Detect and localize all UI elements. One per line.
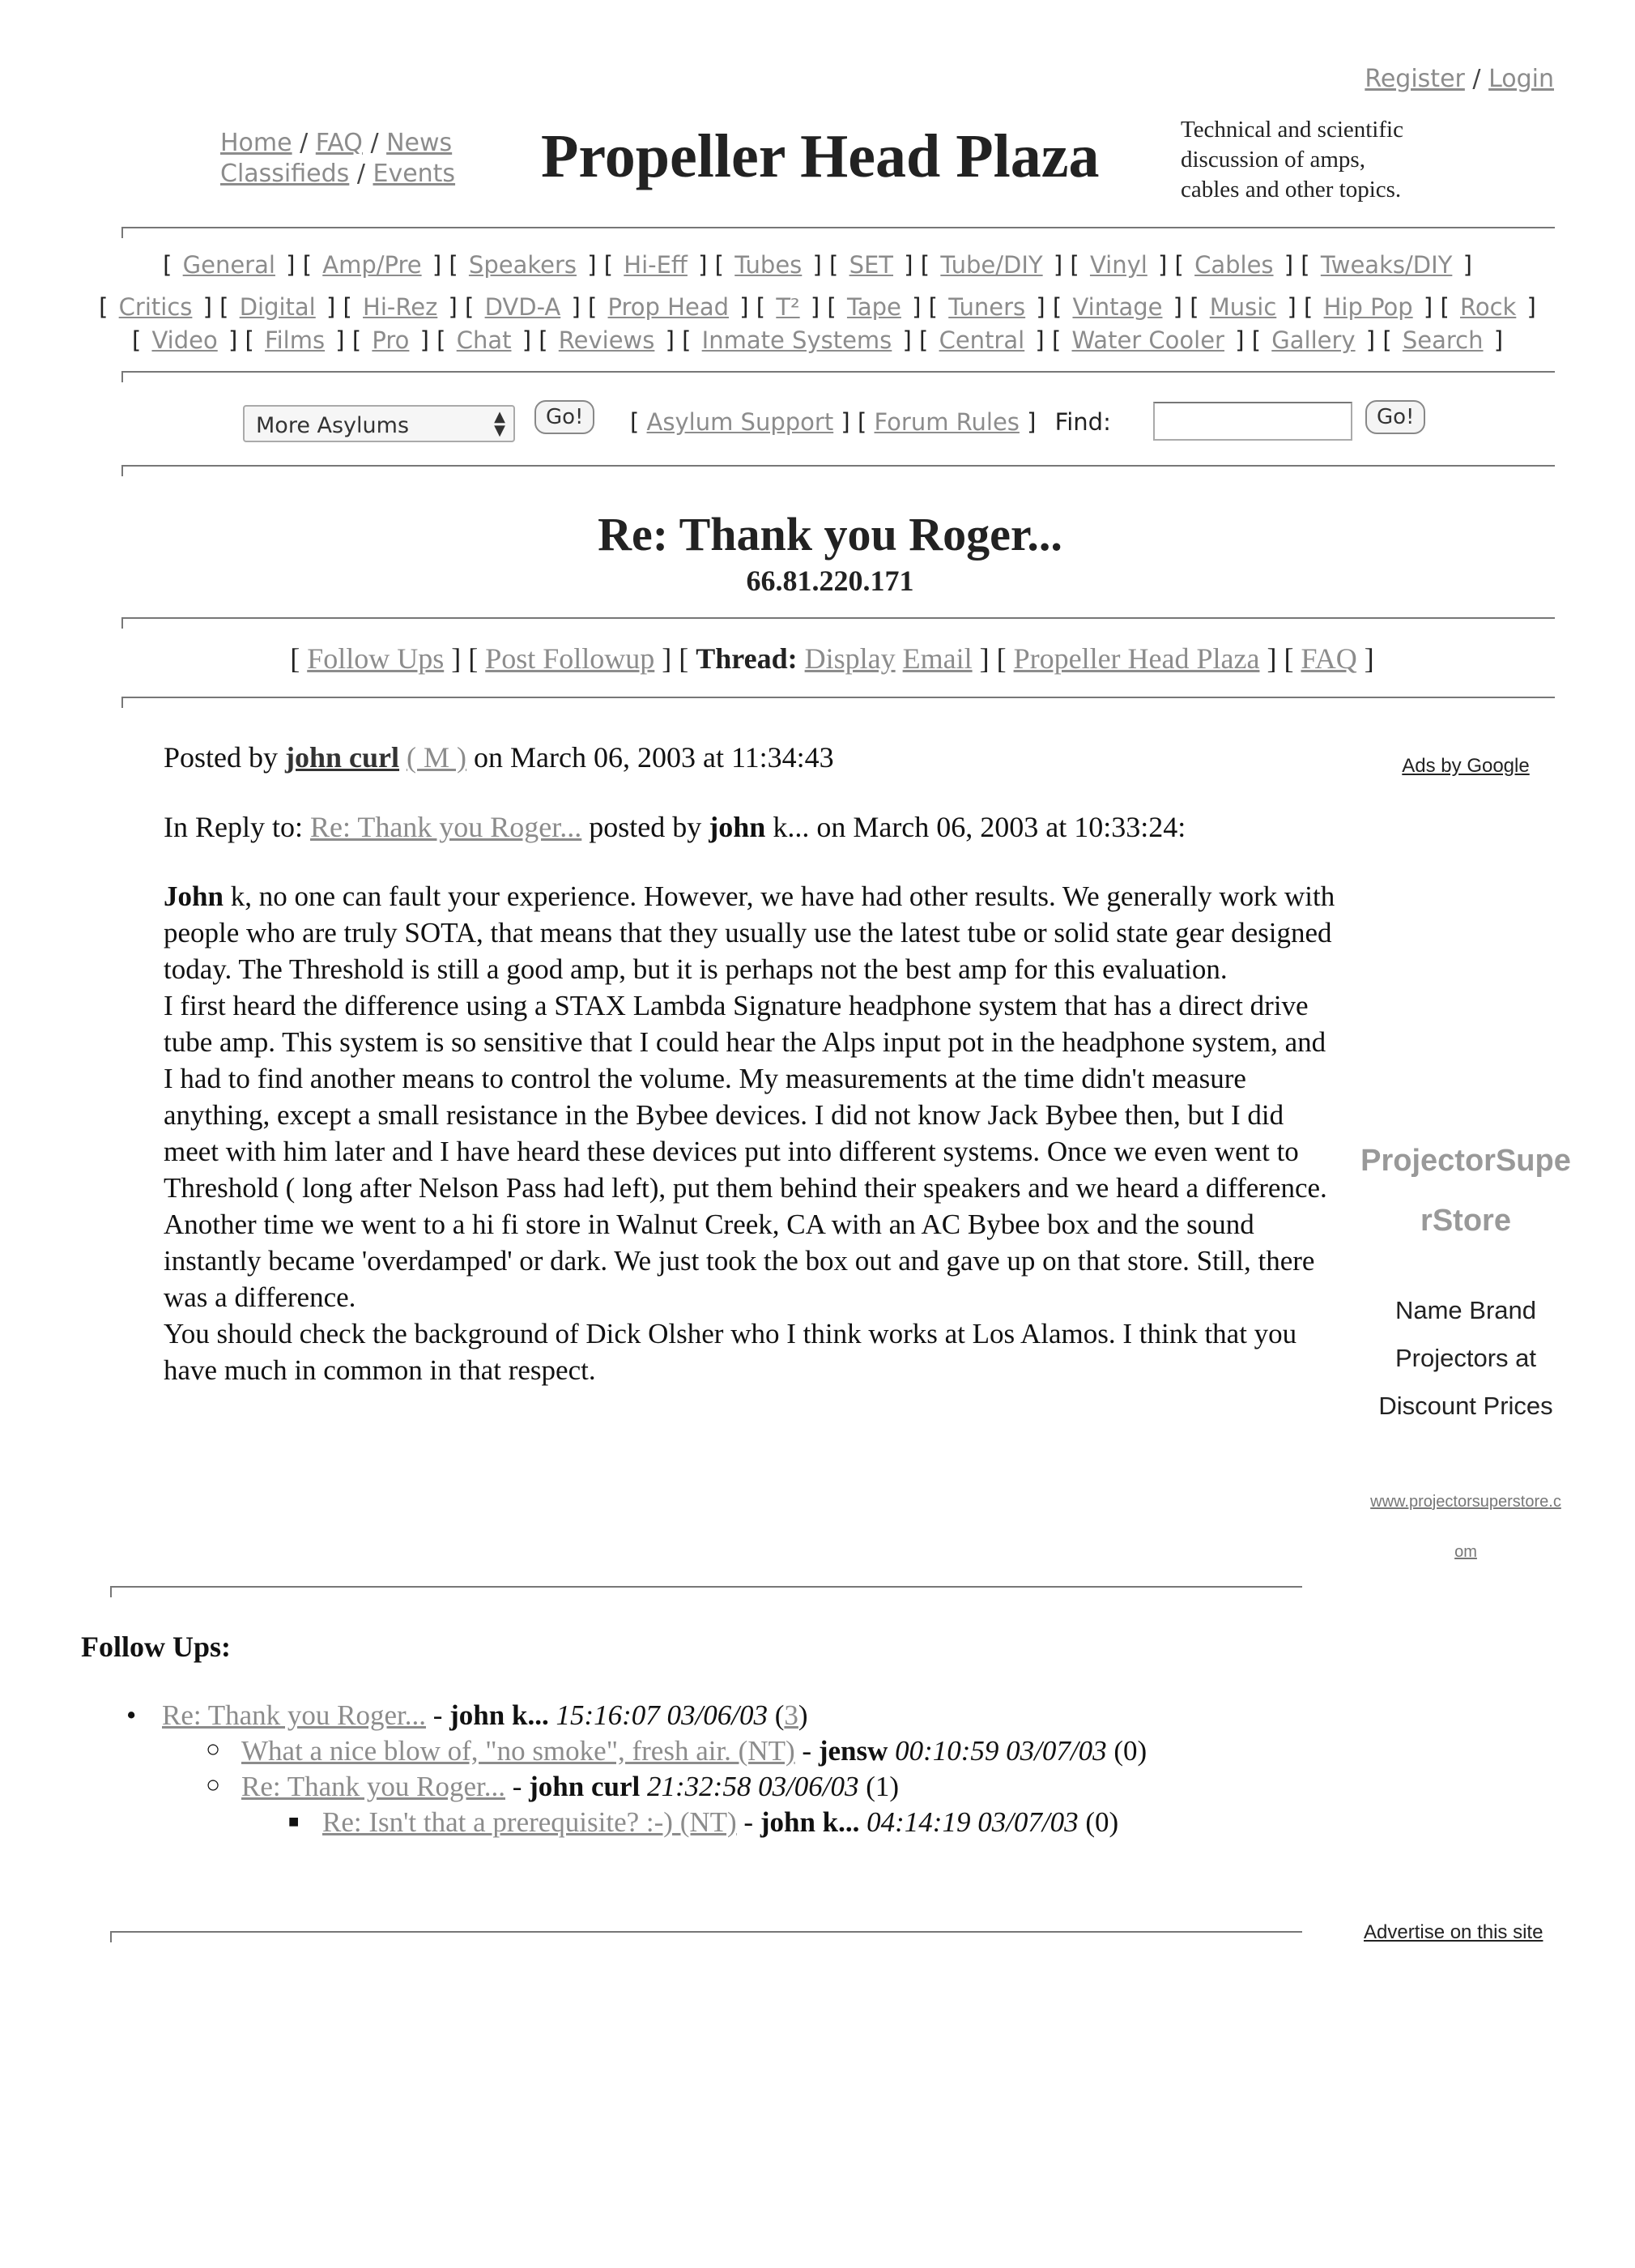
nav-amp-pre[interactable]: Amp/Pre: [322, 251, 422, 279]
faq-link[interactable]: FAQ: [315, 129, 363, 157]
divider: [121, 465, 1555, 467]
body-paragraph-2: I first heard the difference using a STAX Lambda Signature headphone system that has a direct drive tube amp. This system is so sensitive that I could hear the Alps input pot in the headphone system, and I had to find another means to control the volume. My measurements at the time didn't measure anything, except a small resistance in the Bybee devices. I did not know Jack Bybee then, but I did meet with him later and I have heard these devices put into different systems. Once we even went to Threshold ( long after Nelson Pass had left), put them behind their speakers and we heard a difference. Another time we went to a hi fi store in Walnut Creek, CA with an AC Bybee box and the sound instantly became 'overdamped' or dark. We just took the box out and gave up on that store. Still, there was a difference.: [164, 990, 1327, 1313]
forum-nav-row-2: [ Critics ] [ Digital ] [ Hi-Rez ] [ DVD-A ] [ Prop Head ] [ T² ] [ Tape ] [ Tuners ] [ Vintage ] [ Music ] [ Hip Pop ] [ Rock ]: [99, 293, 1536, 321]
list-item: ■ Re: Isn't that a prerequisite? :-) (NT) - john k... 04:14:19 03/07/03 (0): [0, 1805, 1635, 1840]
nav-set[interactable]: SET: [849, 251, 894, 279]
nav-hi-rez[interactable]: Hi-Rez: [363, 293, 438, 321]
ads-by-google-link[interactable]: Ads by Google: [1402, 755, 1530, 777]
divider: [110, 1586, 1302, 1588]
nav-vinyl[interactable]: Vinyl: [1089, 251, 1147, 279]
support-links: [ Asylum Support ] [ Forum Rules ] Find:: [630, 408, 1111, 436]
nav-video[interactable]: Video: [151, 326, 218, 354]
follow-ups-heading: Follow Ups:: [81, 1631, 232, 1663]
nav-chat[interactable]: Chat: [456, 326, 512, 354]
divider: [121, 371, 1555, 373]
followup-author: jensw: [818, 1735, 888, 1767]
followup-count-link[interactable]: 3: [784, 1699, 798, 1731]
thread-label: Thread:: [696, 642, 798, 675]
nav-hi-eff[interactable]: Hi-Eff: [624, 251, 688, 279]
login-link[interactable]: Login: [1488, 65, 1554, 93]
nav-gallery[interactable]: Gallery: [1271, 326, 1356, 354]
post-followup-link[interactable]: Post Followup: [485, 642, 655, 675]
nav-hip-pop[interactable]: Hip Pop: [1323, 293, 1413, 321]
post-body: [164, 878, 1338, 1388]
reply-to-link[interactable]: Re: Thank you Roger...: [309, 811, 582, 843]
asylum-select[interactable]: [243, 405, 515, 442]
list-item: • Re: Thank you Roger... - john k... 15:16:07 03/06/03 (3): [0, 1698, 1635, 1733]
nav-tape[interactable]: Tape: [846, 293, 901, 321]
author-link[interactable]: john curl: [285, 741, 400, 774]
divider: [121, 617, 1555, 619]
forum-nav-row-3: [ Video ] [ Films ] [ Pro ] [ Chat ] [ Reviews ] [ Inmate Systems ] [ Central ] [ Water Cooler ] [ Gallery ] [ Search ]: [131, 326, 1504, 354]
account-links: Register / Login: [1365, 65, 1554, 93]
divider: [121, 697, 1555, 698]
news-link[interactable]: News: [386, 129, 453, 157]
bullet-circle-icon: ○: [206, 1736, 221, 1763]
list-item: ○ Re: Thank you Roger... - john curl 21:32:58 03/06/03 (1): [0, 1769, 1635, 1805]
post-ip: 66.81.220.171: [746, 565, 914, 597]
home-link[interactable]: Home: [220, 129, 292, 157]
followup-time: 15:16:07 03/06/03: [556, 1699, 768, 1731]
asylum-support-link[interactable]: Asylum Support: [646, 408, 834, 436]
author-badge[interactable]: ( M ): [407, 741, 467, 774]
register-link[interactable]: Register: [1365, 65, 1465, 93]
nav-cables[interactable]: Cables: [1194, 251, 1274, 279]
body-paragraph-3: You should check the background of Dick Olsher who I think works at Los Alamos. I think that you have much in common in that respect.: [164, 1318, 1297, 1386]
reply-author: john: [709, 811, 766, 843]
in-reply-line: In Reply to: Re: Thank you Roger... posted by john k... on March 06, 2003 at 10:33:24:: [164, 811, 1186, 843]
nav-vintage[interactable]: Vintage: [1072, 293, 1163, 321]
followup-link-2[interactable]: What a nice blow of, "no smoke", fresh air. (NT): [241, 1735, 795, 1767]
followup-link-1[interactable]: Re: Thank you Roger...: [162, 1699, 426, 1731]
nav-water-cooler[interactable]: Water Cooler: [1071, 326, 1224, 354]
nav-prop-head[interactable]: Prop Head: [607, 293, 730, 321]
forum-rules-link[interactable]: Forum Rules: [874, 408, 1020, 436]
find-go-button[interactable]: Go!: [1365, 400, 1425, 434]
followup-author: john k...: [760, 1806, 860, 1838]
advertise-link[interactable]: Advertise on this site: [1364, 1921, 1543, 1943]
followup-time: 04:14:19 03/07/03: [866, 1806, 1079, 1838]
site-title: Propeller Head Plaza: [541, 122, 1100, 190]
forum-nav-row-1: [ General ] [ Amp/Pre ] [ Speakers ] [ Hi-Eff ] [ Tubes ] [ SET ] [ Tube/DIY ] [ Vinyl ] [ Cables ] [ Tweaks/DIY ]: [163, 251, 1472, 279]
divider: [121, 227, 1555, 228]
followup-link-3[interactable]: Re: Thank you Roger...: [241, 1771, 505, 1802]
bullet-disc-icon: •: [126, 1699, 137, 1731]
asylum-select-value: More Asylums: [256, 413, 410, 438]
post-actions: [ Follow Ups ] [ Post Followup ] [ Thread: Display Email ] [ Propeller Head Plaza ] [ FAQ ]: [290, 642, 1374, 675]
nav-general[interactable]: General: [182, 251, 275, 279]
followup-link-4[interactable]: Re: Isn't that a prerequisite? :-) (NT): [322, 1806, 737, 1838]
find-label: Find:: [1054, 408, 1111, 436]
nav-speakers[interactable]: Speakers: [468, 251, 577, 279]
list-item: ○ What a nice blow of, "no smoke", fresh air. (NT) - jensw 00:10:59 03/07/03 (0): [0, 1733, 1635, 1769]
nav-search[interactable]: Search: [1402, 326, 1484, 354]
ad-block[interactable]: [1336, 1131, 1595, 1577]
ad-title[interactable]: ProjectorSupe rStore: [1360, 1144, 1571, 1238]
nav-digital[interactable]: Digital: [239, 293, 316, 321]
faq-action-link[interactable]: FAQ: [1301, 642, 1357, 675]
post-title: Re: Thank you Roger...: [598, 508, 1062, 561]
ad-url[interactable]: www.projectorsuperstore.c om: [1370, 1493, 1561, 1561]
follow-ups-list: [0, 1698, 1635, 1840]
nav-films[interactable]: Films: [265, 326, 326, 354]
nav-tweaks-diy[interactable]: Tweaks/DIY: [1320, 251, 1453, 279]
site-tagline: Technical and scientific discussion of amps, cables and other topics.: [1181, 117, 1403, 202]
select-arrows-icon: ▲ ▼: [494, 408, 505, 439]
nav-pro[interactable]: Pro: [372, 326, 410, 354]
divider: [110, 1931, 1302, 1933]
nav-tuners[interactable]: Tuners: [948, 293, 1026, 321]
body-paragraph-1: John k, no one can fault your experience. However, we have had other results. We generally work with people who are truly SOTA, that means that they usually use the latest tube or solid state gear designed today. The Threshold is still a good amp, but it is perhaps not the best amp for this evaluation.: [164, 880, 1335, 985]
nav-dvd-a[interactable]: DVD-A: [484, 293, 561, 321]
followup-author: john k...: [449, 1699, 549, 1731]
followup-time: 21:32:58 03/06/03: [647, 1771, 859, 1802]
nav-rock[interactable]: Rock: [1459, 293, 1517, 321]
nav-inmate-systems[interactable]: Inmate Systems: [701, 326, 892, 354]
nav-central[interactable]: Central: [939, 326, 1025, 354]
nav-t2[interactable]: T²: [776, 293, 800, 321]
bullet-circle-icon: ○: [206, 1771, 221, 1798]
nav-tubes[interactable]: Tubes: [734, 251, 803, 279]
nav-tube-diy[interactable]: Tube/DIY: [940, 251, 1043, 279]
thread-email-link[interactable]: Email: [902, 642, 973, 675]
posted-by-line: Posted by john curl ( M ) on March 06, 2003 at 11:34:43: [164, 741, 834, 774]
thread-display-link[interactable]: Display: [804, 642, 896, 675]
asylum-go-button[interactable]: Go!: [534, 400, 594, 434]
nav-music[interactable]: Music: [1209, 293, 1277, 321]
find-input[interactable]: [1153, 402, 1352, 441]
nav-reviews[interactable]: Reviews: [558, 326, 655, 354]
ad-description: Name Brand Projectors at Discount Prices: [1378, 1296, 1553, 1420]
nav-critics[interactable]: Critics: [118, 293, 193, 321]
top-nav-links: Home / FAQ / News Classifieds / Events: [220, 129, 456, 188]
bullet-square-icon: ■: [288, 1811, 300, 1831]
followup-author: john curl: [529, 1771, 641, 1802]
follow-ups-link[interactable]: Follow Ups: [307, 642, 445, 675]
events-link[interactable]: Events: [373, 160, 456, 188]
classifieds-link[interactable]: Classifieds: [220, 160, 350, 188]
forum-home-link[interactable]: Propeller Head Plaza: [1013, 642, 1260, 675]
followup-time: 00:10:59 03/07/03: [895, 1735, 1107, 1767]
